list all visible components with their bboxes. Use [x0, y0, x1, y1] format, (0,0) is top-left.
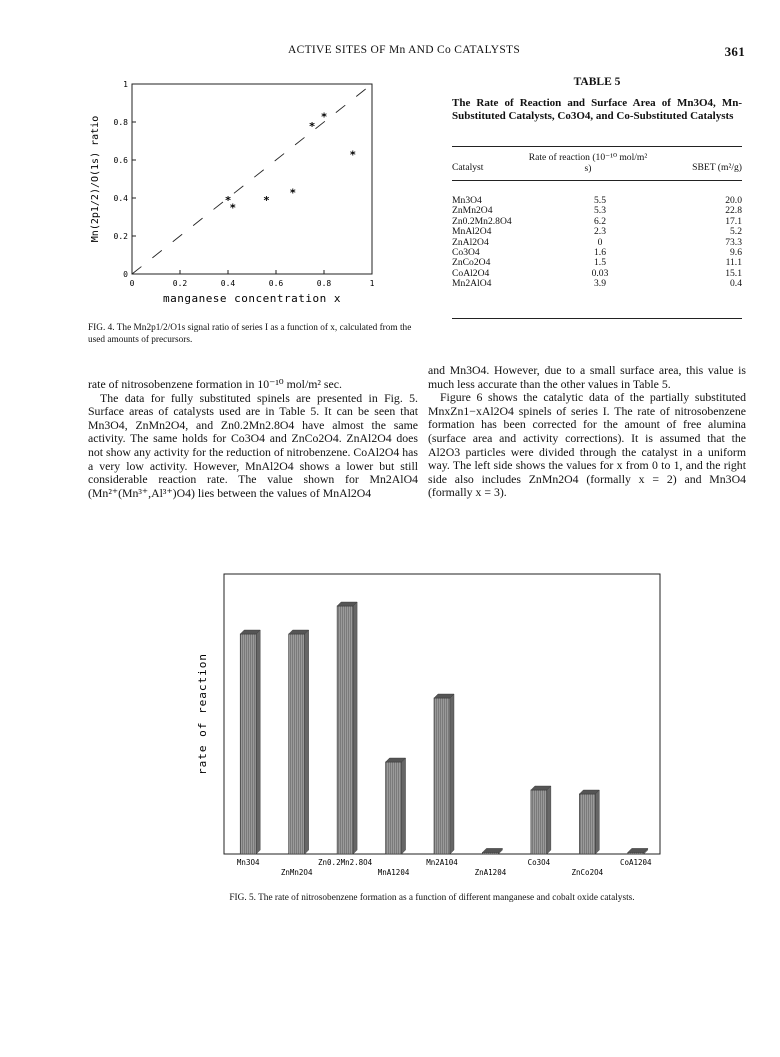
- category-label: Mn3O4: [236, 858, 260, 867]
- table-row: [452, 279, 742, 289]
- cell-sbet: 22.8: [725, 205, 742, 217]
- category-label: Co3O4: [527, 858, 551, 867]
- fig5-chart: [188, 570, 664, 888]
- bar-side: [353, 602, 357, 854]
- table-row: [452, 227, 742, 237]
- category-label: CoA1204: [619, 858, 652, 867]
- cell-catalyst: MnAl2O4: [452, 226, 492, 238]
- category-label: Zn0.2Mn2.8O4: [318, 858, 373, 867]
- x-axis-label: manganese concentration x: [162, 292, 342, 305]
- bar: [531, 790, 547, 854]
- cell-sbet: 17.1: [725, 215, 742, 227]
- x-tick-label: 0: [129, 279, 135, 288]
- reference-line: [132, 84, 372, 274]
- category-label: ZnCo2O4: [571, 868, 604, 877]
- bar-side: [256, 630, 260, 854]
- x-tick-label: 1: [369, 279, 375, 288]
- cell-catalyst: Co3O4: [452, 247, 480, 259]
- cell-sbet: 0.4: [730, 278, 742, 290]
- bar: [337, 606, 353, 854]
- bar: [482, 852, 498, 854]
- data-point: *: [263, 193, 270, 207]
- x-tick-label: 0.8: [316, 279, 332, 288]
- data-point: *: [349, 148, 357, 162]
- cell-rate: 0.03: [591, 267, 609, 279]
- bar: [240, 634, 256, 854]
- data-point: *: [224, 193, 232, 207]
- category-label: ZnA1204: [474, 868, 507, 877]
- table5: [452, 196, 742, 290]
- cell-sbet: 15.1: [725, 267, 742, 279]
- bar-side: [402, 758, 406, 854]
- table5-label: TABLE 5: [573, 76, 621, 88]
- cell-catalyst: ZnAl2O4: [452, 236, 489, 248]
- y-tick-label: 0: [123, 270, 128, 279]
- table5-caption: The Rate of Reaction and Surface Area of Mn3O4, Mn-Substituted Catalysts, Co3O4, and Co-Substituted Catalysts: [452, 97, 742, 122]
- x-tick-label: 0.4: [220, 279, 236, 288]
- page-number: 361: [724, 44, 745, 59]
- y-axis-label: Mn(2p1/2)/O(1s) ratio: [90, 115, 101, 243]
- paragraph: Figure 6 shows the catalytic data of the partially substituted MnxZn1−xAl2O4 spinels of series I. The rate of nitrosobenzene formation has been corrected for the amount of free alumina (surface area and activity corrections). It is assumed that the Al2O3 particles were divided through the catalyst in a uniform way. The left side shows the values for x from 0 to 1, and the right side also includes ZnMn2O4 (formally x = 2) and Mn3O4 (formally x = 3).: [428, 390, 746, 500]
- fig4-caption: FIG. 4. The Mn2p1/2/O1s signal ratio of series I as a function of x, calculated from the used amounts of precursors.: [88, 323, 412, 345]
- col-header-sbet: SBET (m²/g): [692, 162, 742, 173]
- y-tick-label: 0.4: [113, 194, 128, 203]
- cell-catalyst: Mn2AlO4: [452, 278, 492, 290]
- cell-sbet: 9.6: [730, 247, 742, 259]
- bar: [579, 794, 595, 854]
- bar-side: [450, 694, 454, 854]
- paragraph: The data for fully substituted spinels are presented in Fig. 5. Surface areas of catalysts used are in Table 5. It can be seen that Mn3O4, ZnMn2O4, and Zn0.2Mn2.8O4 have almost the same activity. The same holds for Co3O4 and ZnCo2O4. ZnAl2O4 does not show any activity for the reduction of nitrobenzene. CoAl2O4 has a very low activity. However, MnAl2O4 shows a lower but still considerable reaction rate. The value shown for Mn2AlO4 (Mn²⁺(Mn³⁺,Al³⁺)O4) lies between the values of MnAl2O4: [88, 390, 418, 500]
- bar-side: [305, 630, 309, 854]
- cell-rate: 6.2: [594, 215, 606, 227]
- x-tick-label: 0.6: [268, 279, 284, 288]
- cell-sbet: 73.3: [725, 236, 742, 248]
- data-point: *: [308, 119, 316, 133]
- fig4-chart: [82, 74, 392, 314]
- cell-catalyst: Zn0.2Mn2.8O4: [452, 215, 512, 227]
- cell-catalyst: ZnMn2O4: [452, 205, 493, 217]
- y-axis-label: rate of reaction: [196, 653, 209, 775]
- bar-side: [595, 790, 599, 854]
- cell-rate: 5.5: [594, 195, 606, 206]
- cell-catalyst: CoAl2O4: [452, 267, 490, 279]
- y-tick-label: 0.6: [113, 156, 128, 165]
- cell-rate: 0: [597, 236, 603, 248]
- table5-rule-top: [452, 146, 742, 147]
- category-label: ZnMn2O4: [280, 868, 313, 877]
- fig5-caption: FIG. 5. The rate of nitrosobenzene formation as a function of different manganese and cobalt oxide catalysts.: [229, 893, 635, 903]
- data-point: *: [289, 186, 297, 200]
- category-label: MnA1204: [377, 868, 410, 877]
- paragraph: and Mn3O4. However, due to a small surface area, this value is much less accurate than the other values in Table 5.: [428, 363, 746, 391]
- cell-rate: 2.3: [594, 226, 606, 238]
- cell-sbet: 5.2: [730, 226, 742, 238]
- cell-rate: 1.6: [594, 247, 606, 259]
- cell-catalyst: Mn3O4: [452, 195, 482, 206]
- bar: [434, 698, 450, 854]
- table5-rule-mid: [452, 180, 742, 181]
- body-column-right: [428, 364, 746, 500]
- data-point: *: [229, 201, 237, 215]
- bar-side: [547, 786, 551, 854]
- cell-rate: 5.3: [594, 205, 606, 217]
- body-column-left: [88, 378, 418, 500]
- data-point: *: [320, 110, 328, 124]
- bar: [289, 634, 305, 854]
- col-header-catalyst: Catalyst: [452, 162, 484, 173]
- category-label: Mn2A104: [426, 858, 458, 867]
- cell-catalyst: ZnCo2O4: [452, 257, 491, 269]
- cell-rate: 1.5: [594, 257, 606, 269]
- running-header-title: ACTIVE SITES OF Mn AND Co CATALYSTS: [288, 44, 521, 56]
- bar: [628, 852, 644, 854]
- cell-rate: 3.9: [594, 278, 606, 290]
- y-tick-label: 1: [123, 80, 128, 89]
- y-tick-label: 0.2: [113, 232, 128, 241]
- bar: [386, 762, 402, 854]
- table5-rule-bottom: [452, 318, 742, 319]
- cell-sbet: 11.1: [725, 257, 742, 269]
- paragraph: rate of nitrosobenzene formation in 10⁻¹⁰ mol/m² sec.: [88, 377, 342, 391]
- x-tick-label: 0.2: [172, 279, 188, 288]
- cell-sbet: 20.0: [725, 195, 742, 206]
- col-header-rate: Rate of reaction (10⁻¹⁰ mol/m² s): [528, 152, 648, 174]
- y-tick-label: 0.8: [113, 118, 128, 127]
